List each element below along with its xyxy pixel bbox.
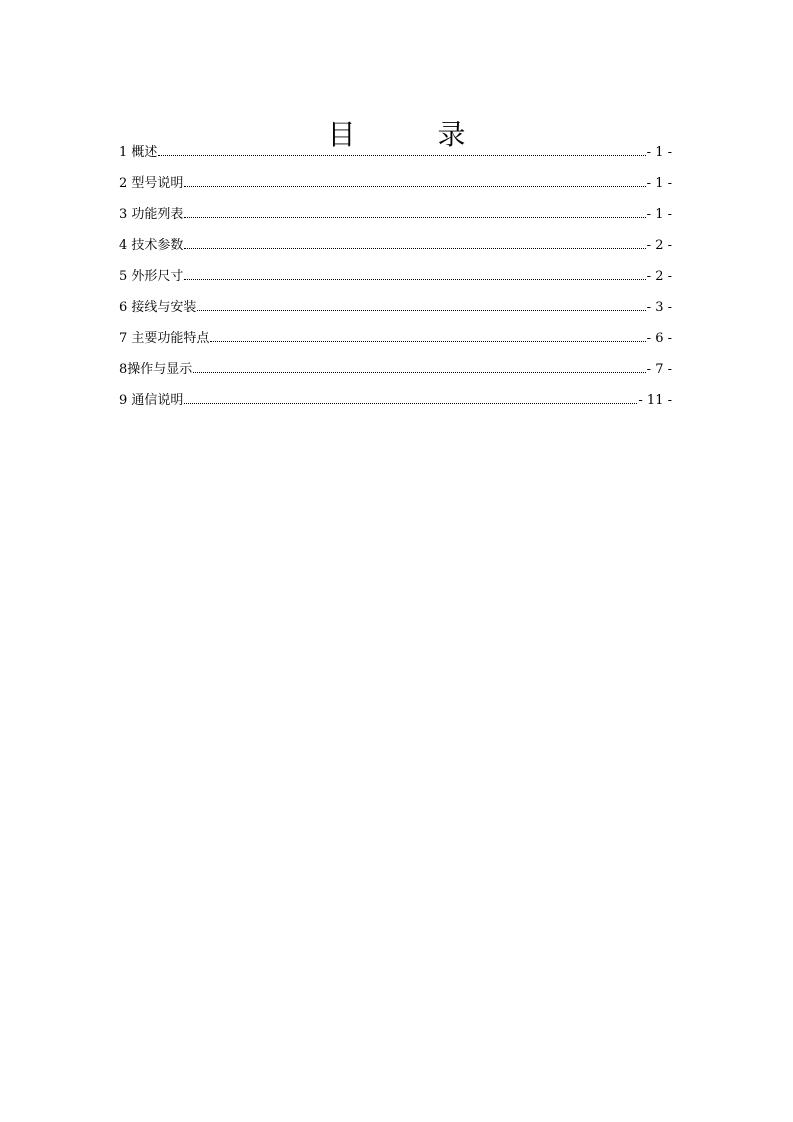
table-of-contents (119, 143, 672, 422)
title-char-2: 录 (437, 117, 466, 151)
toc-entry-number: 7 (119, 331, 132, 346)
toc-entry-1[interactable] (119, 143, 672, 174)
toc-entry-9[interactable] (119, 391, 672, 422)
toc-entry-page: - 1 - (646, 145, 672, 160)
toc-dot-leader (197, 309, 645, 311)
toc-entry-label: 接线与安装 (131, 300, 197, 315)
toc-entry-number: 5 (119, 269, 132, 284)
toc-dot-leader (184, 402, 637, 404)
toc-entry-page: - 3 - (646, 300, 672, 315)
toc-entry-3[interactable] (119, 205, 672, 236)
toc-dot-leader (184, 185, 645, 187)
toc-entry-number: 2 (119, 176, 132, 191)
toc-dot-leader (184, 247, 645, 249)
toc-entry-label: 通信说明 (131, 393, 184, 408)
toc-dot-leader (210, 340, 645, 342)
toc-entry-5[interactable] (119, 267, 672, 298)
toc-entry-8[interactable] (119, 360, 672, 391)
toc-entry-label: 技术参数 (131, 238, 184, 253)
toc-entry-label: 功能列表 (131, 207, 184, 222)
toc-entry-label: 型号说明 (131, 176, 184, 191)
toc-entry-6[interactable] (119, 298, 672, 329)
toc-entry-page: - 1 - (646, 207, 672, 222)
toc-entry-number: 8 (119, 362, 128, 377)
toc-entry-7[interactable] (119, 329, 672, 360)
toc-entry-number: 4 (119, 238, 132, 253)
toc-entry-number: 9 (119, 393, 132, 408)
toc-dot-leader (193, 371, 645, 373)
toc-entry-number: 1 (119, 145, 132, 160)
toc-entry-page: - 2 - (646, 269, 672, 284)
toc-dot-leader (158, 154, 645, 156)
toc-entry-page: - 1 - (646, 176, 672, 191)
toc-entry-page: - 7 - (646, 362, 672, 377)
toc-entry-page: - 2 - (646, 238, 672, 253)
toc-entry-4[interactable] (119, 236, 672, 267)
toc-entry-label: 操作与显示 (127, 362, 193, 377)
toc-entry-2[interactable] (119, 174, 672, 205)
toc-entry-label: 概述 (131, 145, 158, 160)
toc-entry-page: - 6 - (646, 331, 672, 346)
toc-entry-label: 主要功能特点 (131, 331, 210, 346)
toc-dot-leader (184, 216, 645, 218)
toc-entry-number: 6 (119, 300, 132, 315)
toc-entry-page: - 11 - (638, 393, 672, 408)
toc-entry-label: 外形尺寸 (131, 269, 184, 284)
toc-dot-leader (184, 278, 645, 280)
title-char-1: 目 (327, 117, 356, 151)
toc-entry-number: 3 (119, 207, 132, 222)
